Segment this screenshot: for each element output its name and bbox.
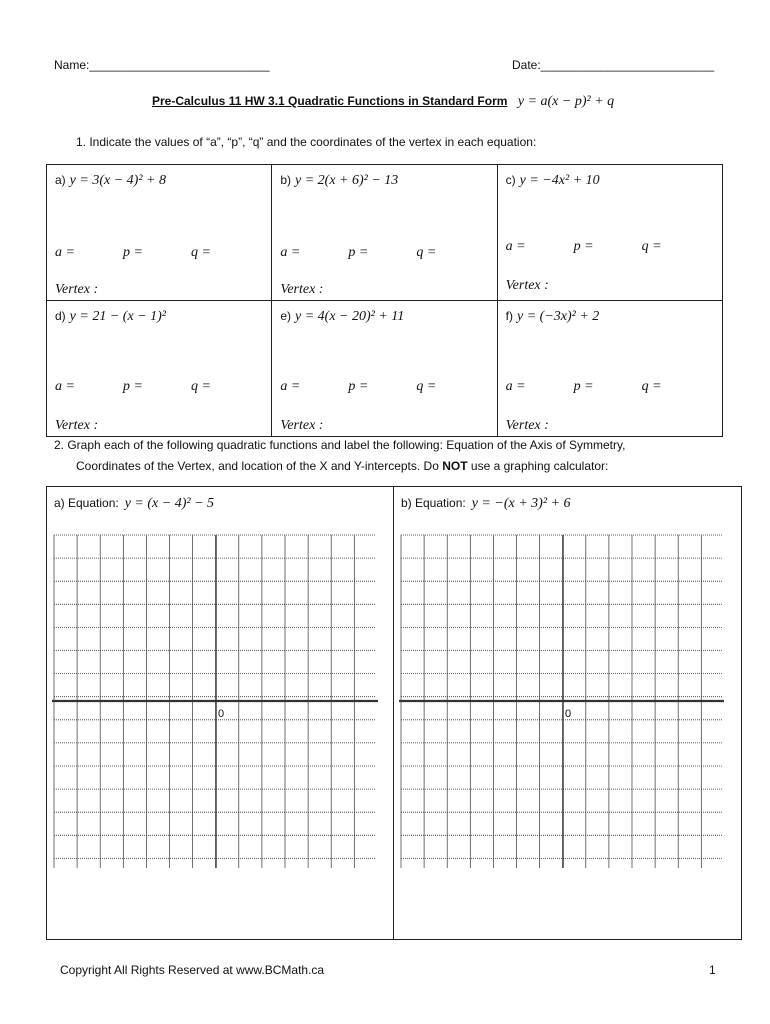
a-label: a = [280,245,301,260]
cell-letter: f) [505,309,513,323]
a-label: a = [280,379,301,394]
question2-instruction-line1: 2. Graph each of the following quadratic functions and label the following: Equation of the Axis of Symmetry, [54,438,626,452]
q-label: q = [641,239,662,254]
question1-instruction: 1. Indicate the values of “a”, “p”, “q” and the coordinates of the vertex in each equation: [76,135,537,149]
q-label: q = [641,379,662,394]
q-label: q = [416,245,437,260]
cell-letter: c) [505,173,516,187]
title-text: Pre-Calculus 11 HW 3.1 Quadratic Functions in Standard Form [152,94,508,108]
a-label: a = [505,379,526,394]
name-field-label: Name:___________________________ [54,58,270,72]
q-label: q = [191,379,211,394]
p-label: p = [348,245,369,260]
equation-label: b) Equation: [401,496,466,510]
vertex-label: Vertex : [55,418,99,433]
cell-letter: b) [280,173,291,187]
equation-label: a) Equation: [54,496,119,510]
vertex-label: Vertex : [280,418,324,433]
a-label: a = [505,239,526,254]
cell-equation: y = 3(x − 4)² + 8 [69,173,166,188]
vertex-label: Vertex : [505,418,549,433]
instruction-text: Coordinates of the Vertex, and location of the X and Y-intercepts. Do [76,459,443,473]
cell-equation: y = (−3x)² + 2 [517,309,600,324]
q-label: q = [191,245,211,260]
cell-equation: y = −4x² + 10 [519,173,600,188]
graph-b-origin-label: 0 [565,708,572,720]
vertex-label: Vertex : [280,282,324,297]
equation-formula: y = −(x + 3)² + 6 [471,496,571,511]
p-label: p = [123,245,143,260]
instruction-text: use a graphing calculator: [467,459,609,473]
vertex-label: Vertex : [505,278,549,293]
p-label: p = [573,239,594,254]
date-field-label: Date:__________________________ [512,58,715,72]
equation-formula: y = (x − 4)² − 5 [124,496,215,511]
cell-letter: e) [280,309,291,323]
vertex-label: Vertex : [55,282,99,297]
cell-equation: y = 21 − (x − 1)² [69,309,166,324]
title-formula: y = a(x − p)² + q [517,94,615,109]
graph-a-origin-label: 0 [218,708,225,720]
cell-equation: y = 4(x − 20)² + 11 [295,309,405,324]
a-label: a = [55,379,75,394]
cell-letter: d) [55,309,66,323]
copyright-notice: Copyright All Rights Reserved at www.BCMath.ca [60,963,325,977]
page-number: 1 [709,963,716,977]
q-label: q = [416,379,437,394]
cell-letter: a) [55,173,66,187]
cell-equation: y = 2(x + 6)² − 13 [295,173,399,188]
p-label: p = [348,379,369,394]
instruction-emphasis: NOT [442,459,468,473]
a-label: a = [55,245,75,260]
p-label: p = [123,379,143,394]
p-label: p = [573,379,594,394]
